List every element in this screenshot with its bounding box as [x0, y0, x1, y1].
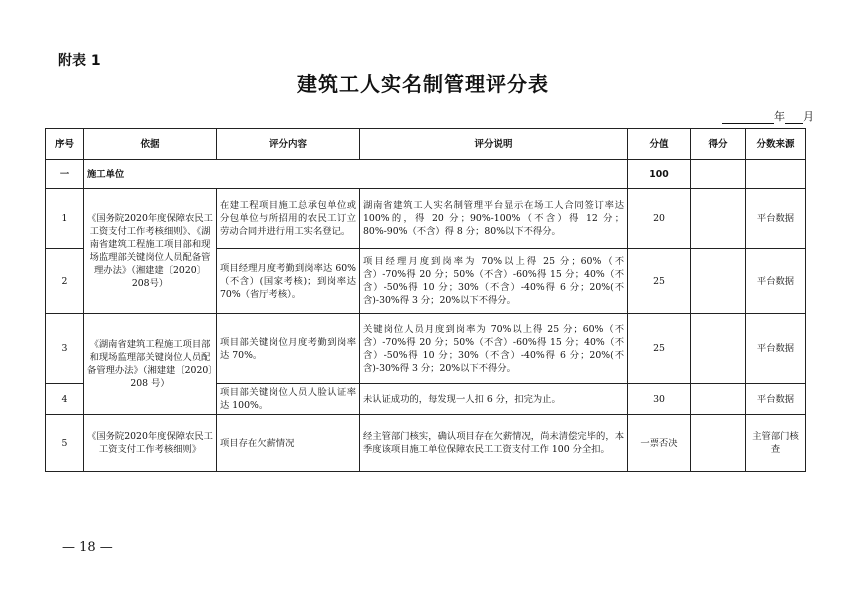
row-obtained[interactable]	[691, 189, 746, 249]
row-obtained[interactable]	[691, 314, 746, 384]
table-header-row	[46, 129, 806, 160]
page-number: — 18 —	[62, 540, 113, 555]
row-seq: 3	[46, 314, 84, 384]
row-source: 主管部门核查	[746, 415, 806, 472]
row-seq: 4	[46, 384, 84, 415]
year-blank[interactable]	[722, 112, 774, 124]
row-source: 平台数据	[746, 189, 806, 249]
section-name: 施工单位	[84, 160, 628, 189]
month-blank[interactable]	[785, 112, 803, 124]
month-label: 月	[803, 110, 814, 123]
header-seq: 序号	[46, 129, 84, 160]
header-score: 分值	[628, 129, 691, 160]
date-line	[722, 108, 814, 124]
row-obtained[interactable]	[691, 384, 746, 415]
section-score: 100	[628, 160, 691, 189]
row-basis: 《湖南省建筑工程施工项目部和现场监理部关键岗位人员配备管理办法》（湘建建〔2020〕208 号）	[84, 314, 217, 415]
section-row	[46, 160, 806, 189]
row-obtained[interactable]	[691, 415, 746, 472]
section-obtained-cell[interactable]	[691, 160, 746, 189]
row-seq: 5	[46, 415, 84, 472]
row-seq: 2	[46, 249, 84, 314]
row-source: 平台数据	[746, 249, 806, 314]
header-basis: 依据	[84, 129, 217, 160]
row-content: 项目部关键岗位人员人脸认证率达 100%。	[217, 384, 360, 415]
row-content: 项目部关键岗位月度考勤到岗率达 70%。	[217, 314, 360, 384]
row-basis: 《国务院2020年度保障农民工工资支付工作考核细则》、《湖南省建筑工程施工项目部和现场监理部关键岗位人员配备管理办法》（湘建建〔2020〕208号）	[84, 189, 217, 314]
header-obtained: 得分	[691, 129, 746, 160]
row-source: 平台数据	[746, 314, 806, 384]
year-label: 年	[774, 110, 785, 123]
section-source-cell	[746, 160, 806, 189]
section-seq: 一	[46, 160, 84, 189]
document-title: 建筑工人实名制管理评分表	[297, 72, 549, 96]
table-row	[46, 189, 806, 249]
header-source: 分数来源	[746, 129, 806, 160]
row-description: 经主管部门核实，确认项目存在欠薪情况，尚未清偿完毕的，本季度该项目施工单位保障农民工工资支付工作 100 分全扣。	[360, 415, 628, 472]
table-row	[46, 415, 806, 472]
row-score: 20	[628, 189, 691, 249]
row-description: 湖南省建筑工人实名制管理平台显示在场工人合同签订率达 100%的，得 20 分；90%-100%（不含）得 12 分；80%-90%（不含）得 8 分；80%以下不得分。	[360, 189, 628, 249]
row-score: 一票否决	[628, 415, 691, 472]
table-row	[46, 314, 806, 384]
row-description: 关键岗位人员月度到岗率为 70%以上得 25 分；60%（不含）-70%得 20 分；50%（不含）-60%得 15 分；40%（不含）-50%得 10 分；30%（不含）-40%得 6 分；20%(不含)-30%得 3 分；20%以下不得分。	[360, 314, 628, 384]
score-table	[45, 128, 806, 472]
row-content: 项目经理月度考勤到岗率达 60%（不含）(国家考核)；到岗率达 70%（省厅考核）。	[217, 249, 360, 314]
row-seq: 1	[46, 189, 84, 249]
row-content: 在建工程项目施工总承包单位或分包单位与所招用的农民工订立劳动合同并进行用工实名登记。	[217, 189, 360, 249]
annex-label: 附表 1	[58, 53, 101, 69]
row-description: 未认证成功的，每发现一人扣 6 分，扣完为止。	[360, 384, 628, 415]
row-obtained[interactable]	[691, 249, 746, 314]
row-description: 项目经理月度到岗率为 70%以上得 25 分；60%（不含）-70%得 20 分；50%（不含）-60%得 15 分；40%（不含）-50%得 10 分；30%（不含）-40%得 6 分；20%(不含)-30%得 3 分；20%以下不得分。	[360, 249, 628, 314]
row-source: 平台数据	[746, 384, 806, 415]
row-basis: 《国务院2020年度保障农民工工资支付工作考核细则》	[84, 415, 217, 472]
header-content: 评分内容	[217, 129, 360, 160]
row-score: 25	[628, 249, 691, 314]
row-content: 项目存在欠薪情况	[217, 415, 360, 472]
header-description: 评分说明	[360, 129, 628, 160]
row-score: 30	[628, 384, 691, 415]
row-score: 25	[628, 314, 691, 384]
